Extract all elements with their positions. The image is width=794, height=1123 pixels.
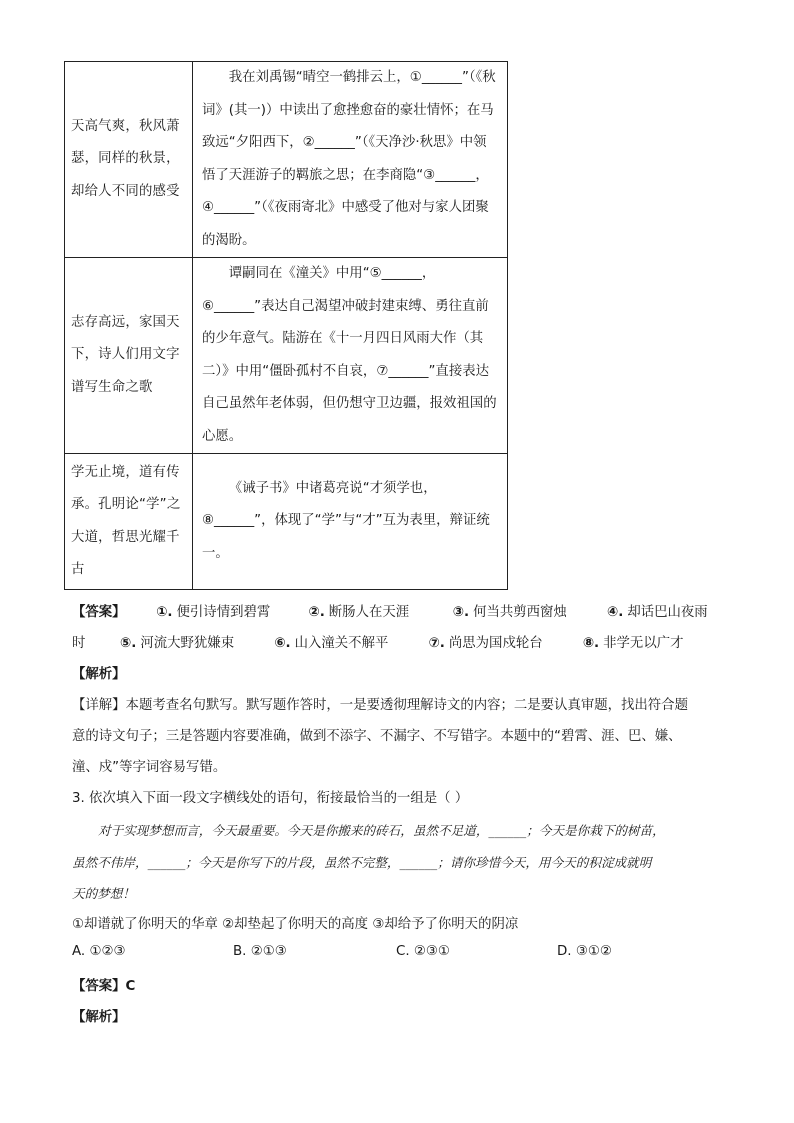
answer-item: ③. 何当共剪西窗烛 bbox=[452, 605, 567, 620]
answer-line-2: 时 ⑤. 河流大野犹嫌束 ⑥. 山入潼关不解平 ⑦. 尚思为国戍轮台 ⑧. 非学无以广才 bbox=[72, 632, 684, 651]
options-line: ①却谱就了你明天的华章 ②却垫起了你明天的高度 ③却给予了你明天的阴凉 bbox=[72, 917, 519, 932]
content-cell bbox=[193, 62, 508, 258]
table-row bbox=[65, 454, 508, 590]
answer-item: ①. 便引诗情到碧霄 bbox=[156, 605, 271, 620]
content-text: 谭嗣同在《潼关》中用“⑤______，⑥______”表达自己渴望冲破封建束缚、勇往直前的少年意气。陆游在《十一月四日风雨大作（其二）》中用“僵卧孤村不自哀，⑦______”直接表达自己虽然年老体弱，但仍想守卫边疆，报效祖国的心愿。 bbox=[202, 266, 497, 444]
table-row bbox=[65, 258, 508, 454]
detail-line: 意的诗文句子；三是答题内容要准确，做到不添字、不漏字、不写错字。本题中的“碧霄、涯、巴、嫌、 bbox=[72, 729, 682, 744]
analysis-label: 【解析】 bbox=[72, 667, 126, 682]
poem-table bbox=[64, 61, 508, 590]
answer-item: ⑦. 尚思为国戍轮台 bbox=[428, 636, 543, 651]
analysis-label: 【解析】 bbox=[72, 1010, 126, 1025]
passage-line: 对于实现梦想而言，今天最重要。今天是你搬来的砖石，虽然不足道，______；今天是你栽下的树苗， bbox=[98, 823, 665, 838]
theme-cell: 志存高远，家国天下，诗人们用文字谱写生命之歌 bbox=[65, 258, 193, 454]
answer-label: 【答案】 bbox=[72, 605, 126, 620]
answer-label: 【答案】C bbox=[72, 979, 136, 994]
answer-item: ⑧. 非学无以广才 bbox=[582, 636, 684, 651]
content-cell bbox=[193, 454, 508, 590]
answer-item: ⑤. 河流大野犹嫌束 bbox=[119, 636, 235, 651]
choice-d: D. ③①② bbox=[557, 944, 612, 959]
choices-line bbox=[72, 944, 612, 959]
choice-a: A. ①②③ bbox=[72, 944, 126, 959]
content-text: 我在刘禹锡“晴空一鹤排云上，①______”（《秋词》(其一)）中读出了愈挫愈奋的豪壮情怀；在马致远“夕阳西下，②______”（《天净沙·秋思》中领悟了天涯游子的羁旅之思；在李商隐“③______，④______”（《夜雨寄北》中感受了他对与家人团聚的渴盼。 bbox=[202, 70, 496, 248]
content-text: 《诫子书》中诸葛亮说“才须学也，⑧______”，体现了“学”与“才”互为表里，辩证统一。 bbox=[202, 480, 490, 561]
theme-cell: 天高气爽，秋风萧瑟，同样的秋景，却给人不同的感受 bbox=[65, 62, 193, 258]
theme-cell: 学无止境，道有传承。孔明论“学”之大道，哲思光耀千古 bbox=[65, 454, 193, 590]
detail-line: 潼、戍”等字词容易写错。 bbox=[72, 760, 227, 775]
answer-item: ②. 断肠人在天涯 bbox=[308, 605, 410, 620]
choice-c: C. ②③① bbox=[396, 944, 450, 959]
passage-line: 虽然不伟岸，______；今天是你写下的片段，虽然不完整，______；请你珍惜今天，用今天的积淀成就明 bbox=[72, 855, 652, 870]
question-stem: 3. 依次填入下面一段文字横线处的语句，衔接最恰当的一组是（ ） bbox=[72, 791, 469, 806]
content-cell bbox=[193, 258, 508, 454]
answer-item: ④. 却话巴山夜雨 bbox=[606, 605, 708, 620]
table-row bbox=[65, 62, 508, 258]
detail-line: 【详解】本题考查名句默写。默写题作答时，一是要透彻理解诗文的内容；二是要认真审题，找出符合题 bbox=[72, 698, 688, 713]
choice-b: B. ②①③ bbox=[233, 944, 287, 959]
passage-line: 天的梦想！ bbox=[72, 886, 135, 901]
answer-line-1 bbox=[72, 601, 708, 620]
answer-item: ⑥. 山入潼关不解平 bbox=[274, 636, 389, 651]
